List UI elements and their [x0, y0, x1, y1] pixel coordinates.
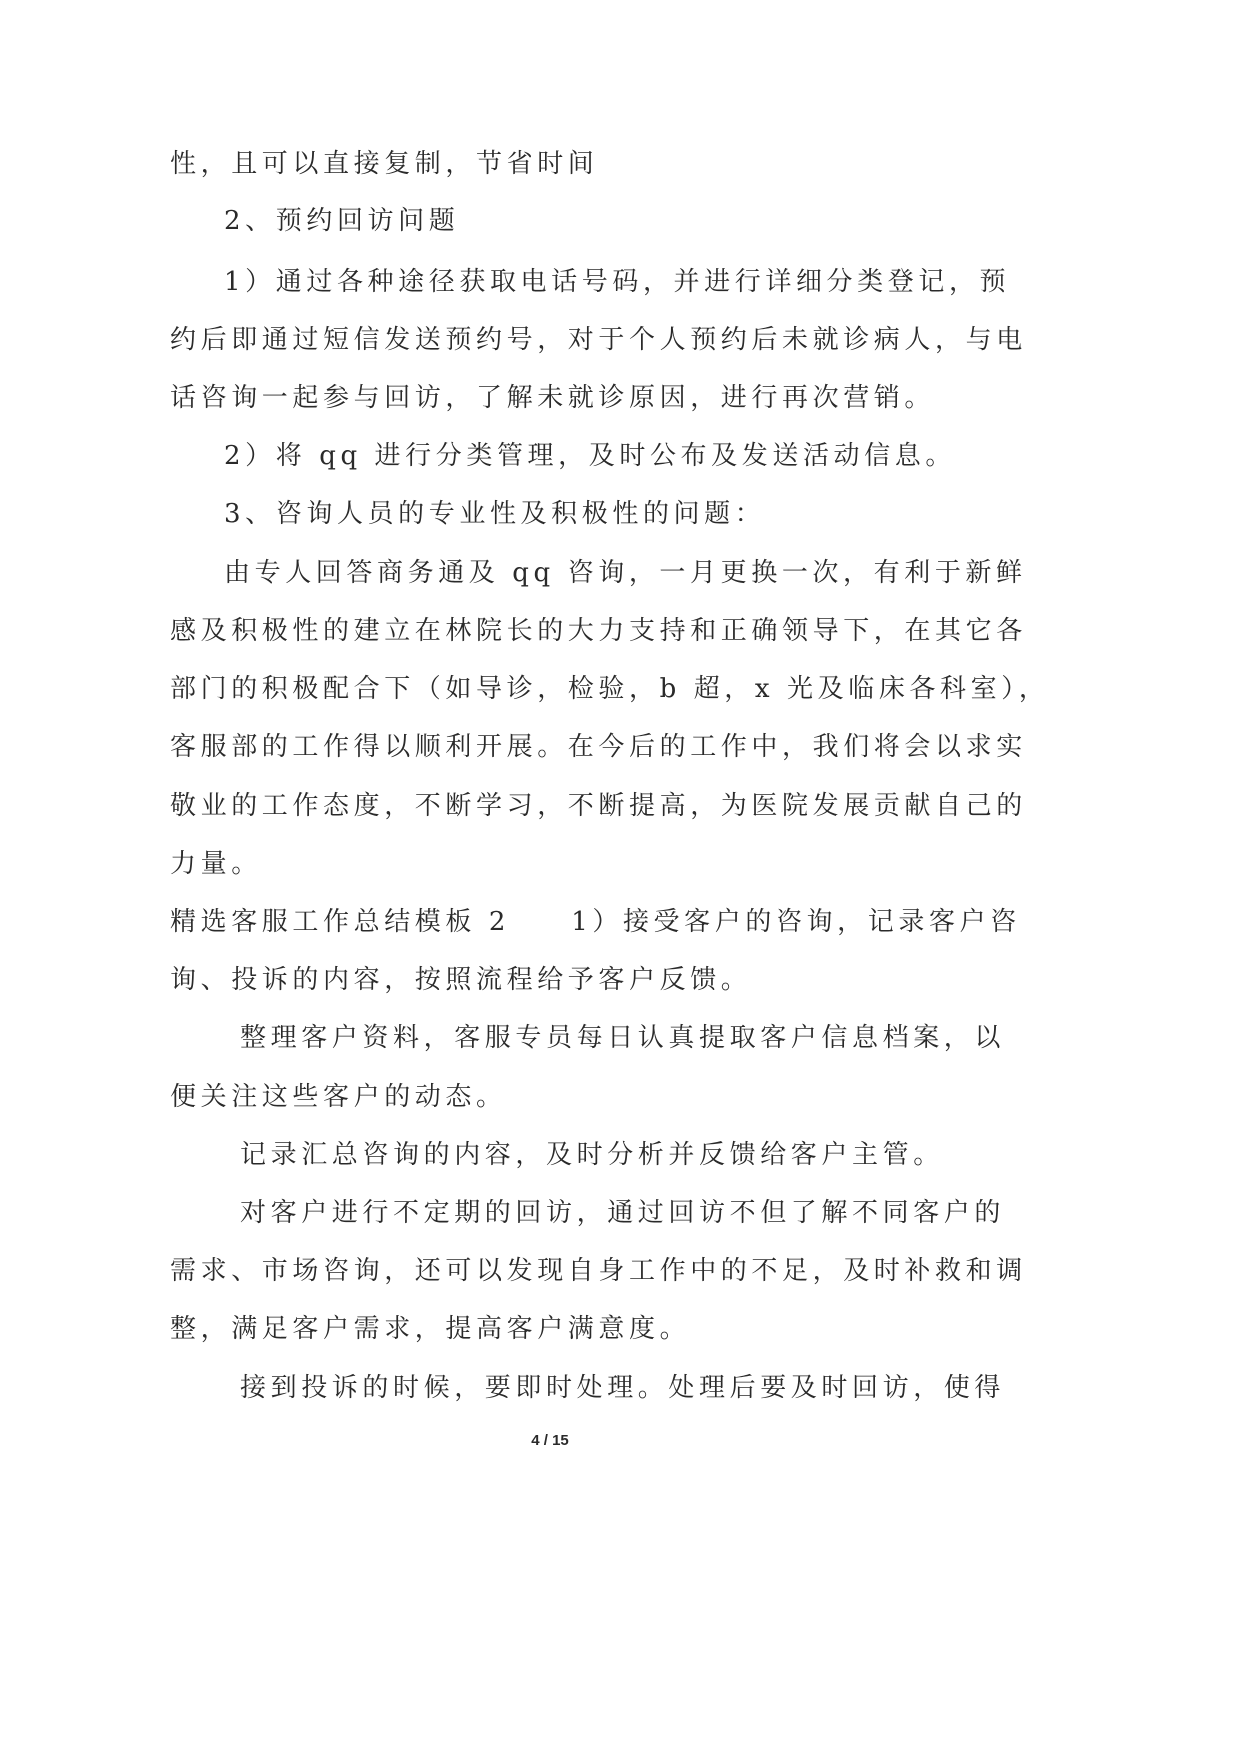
text-line: 力量。: [170, 849, 262, 879]
section-heading: 3、咨询人员的专业性及积极性的问题：: [224, 499, 766, 529]
text-line: 便关注这些客户的动态。: [170, 1082, 507, 1112]
text-line: 客服部的工作得以顺利开展。在今后的工作中，我们将会以求实: [170, 732, 1027, 762]
text-line: 1）通过各种途径获取电话号码，并进行详细分类登记，预: [224, 267, 1011, 297]
section-heading: 2、预约回访问题: [224, 206, 460, 236]
text-line: 由专人回答商务通及 qq 咨询，一月更换一次，有利于新鲜: [224, 558, 1027, 588]
text-line: 话咨询一起参与回访，了解未就诊原因，进行再次营销。: [170, 383, 936, 413]
text-line: 询、投诉的内容，按照流程给予客户反馈。: [170, 965, 752, 995]
text-line: 整，满足客户需求，提高客户满意度。: [170, 1314, 691, 1344]
text-line: 敬业的工作态度，不断学习，不断提高，为医院发展贡献自己的: [170, 791, 1027, 821]
text-line: 约后即通过短信发送预约号，对于个人预约后未就诊病人，与电: [170, 325, 1027, 355]
section-title: 精选客服工作总结模板 2 1）接受客户的咨询，记录客户咨: [170, 907, 1021, 937]
text-line: 需求、市场咨询，还可以发现自身工作中的不足，及时补救和调: [170, 1256, 1027, 1286]
text-line: 记录汇总咨询的内容，及时分析并反馈给客户主管。: [240, 1140, 944, 1170]
text-line: 部门的积极配合下（如导诊，检验，b 超，x 光及临床各科室），: [170, 674, 1050, 704]
text-line: 接到投诉的时候，要即时处理。处理后要及时回访，使得: [240, 1373, 1006, 1403]
text-line: 对客户进行不定期的回访，通过回访不但了解不同客户的: [240, 1198, 1006, 1228]
page-number: 4 / 15: [531, 1432, 569, 1449]
text-line: 性，且可以直接复制，节省时间: [170, 149, 599, 179]
text-line: 感及积极性的建立在林院长的大力支持和正确领导下，在其它各: [170, 616, 1027, 646]
text-line: 2）将 qq 进行分类管理，及时公布及发送活动信息。: [224, 441, 956, 471]
text-line: 整理客户资料，客服专员每日认真提取客户信息档案，以: [240, 1023, 1006, 1053]
